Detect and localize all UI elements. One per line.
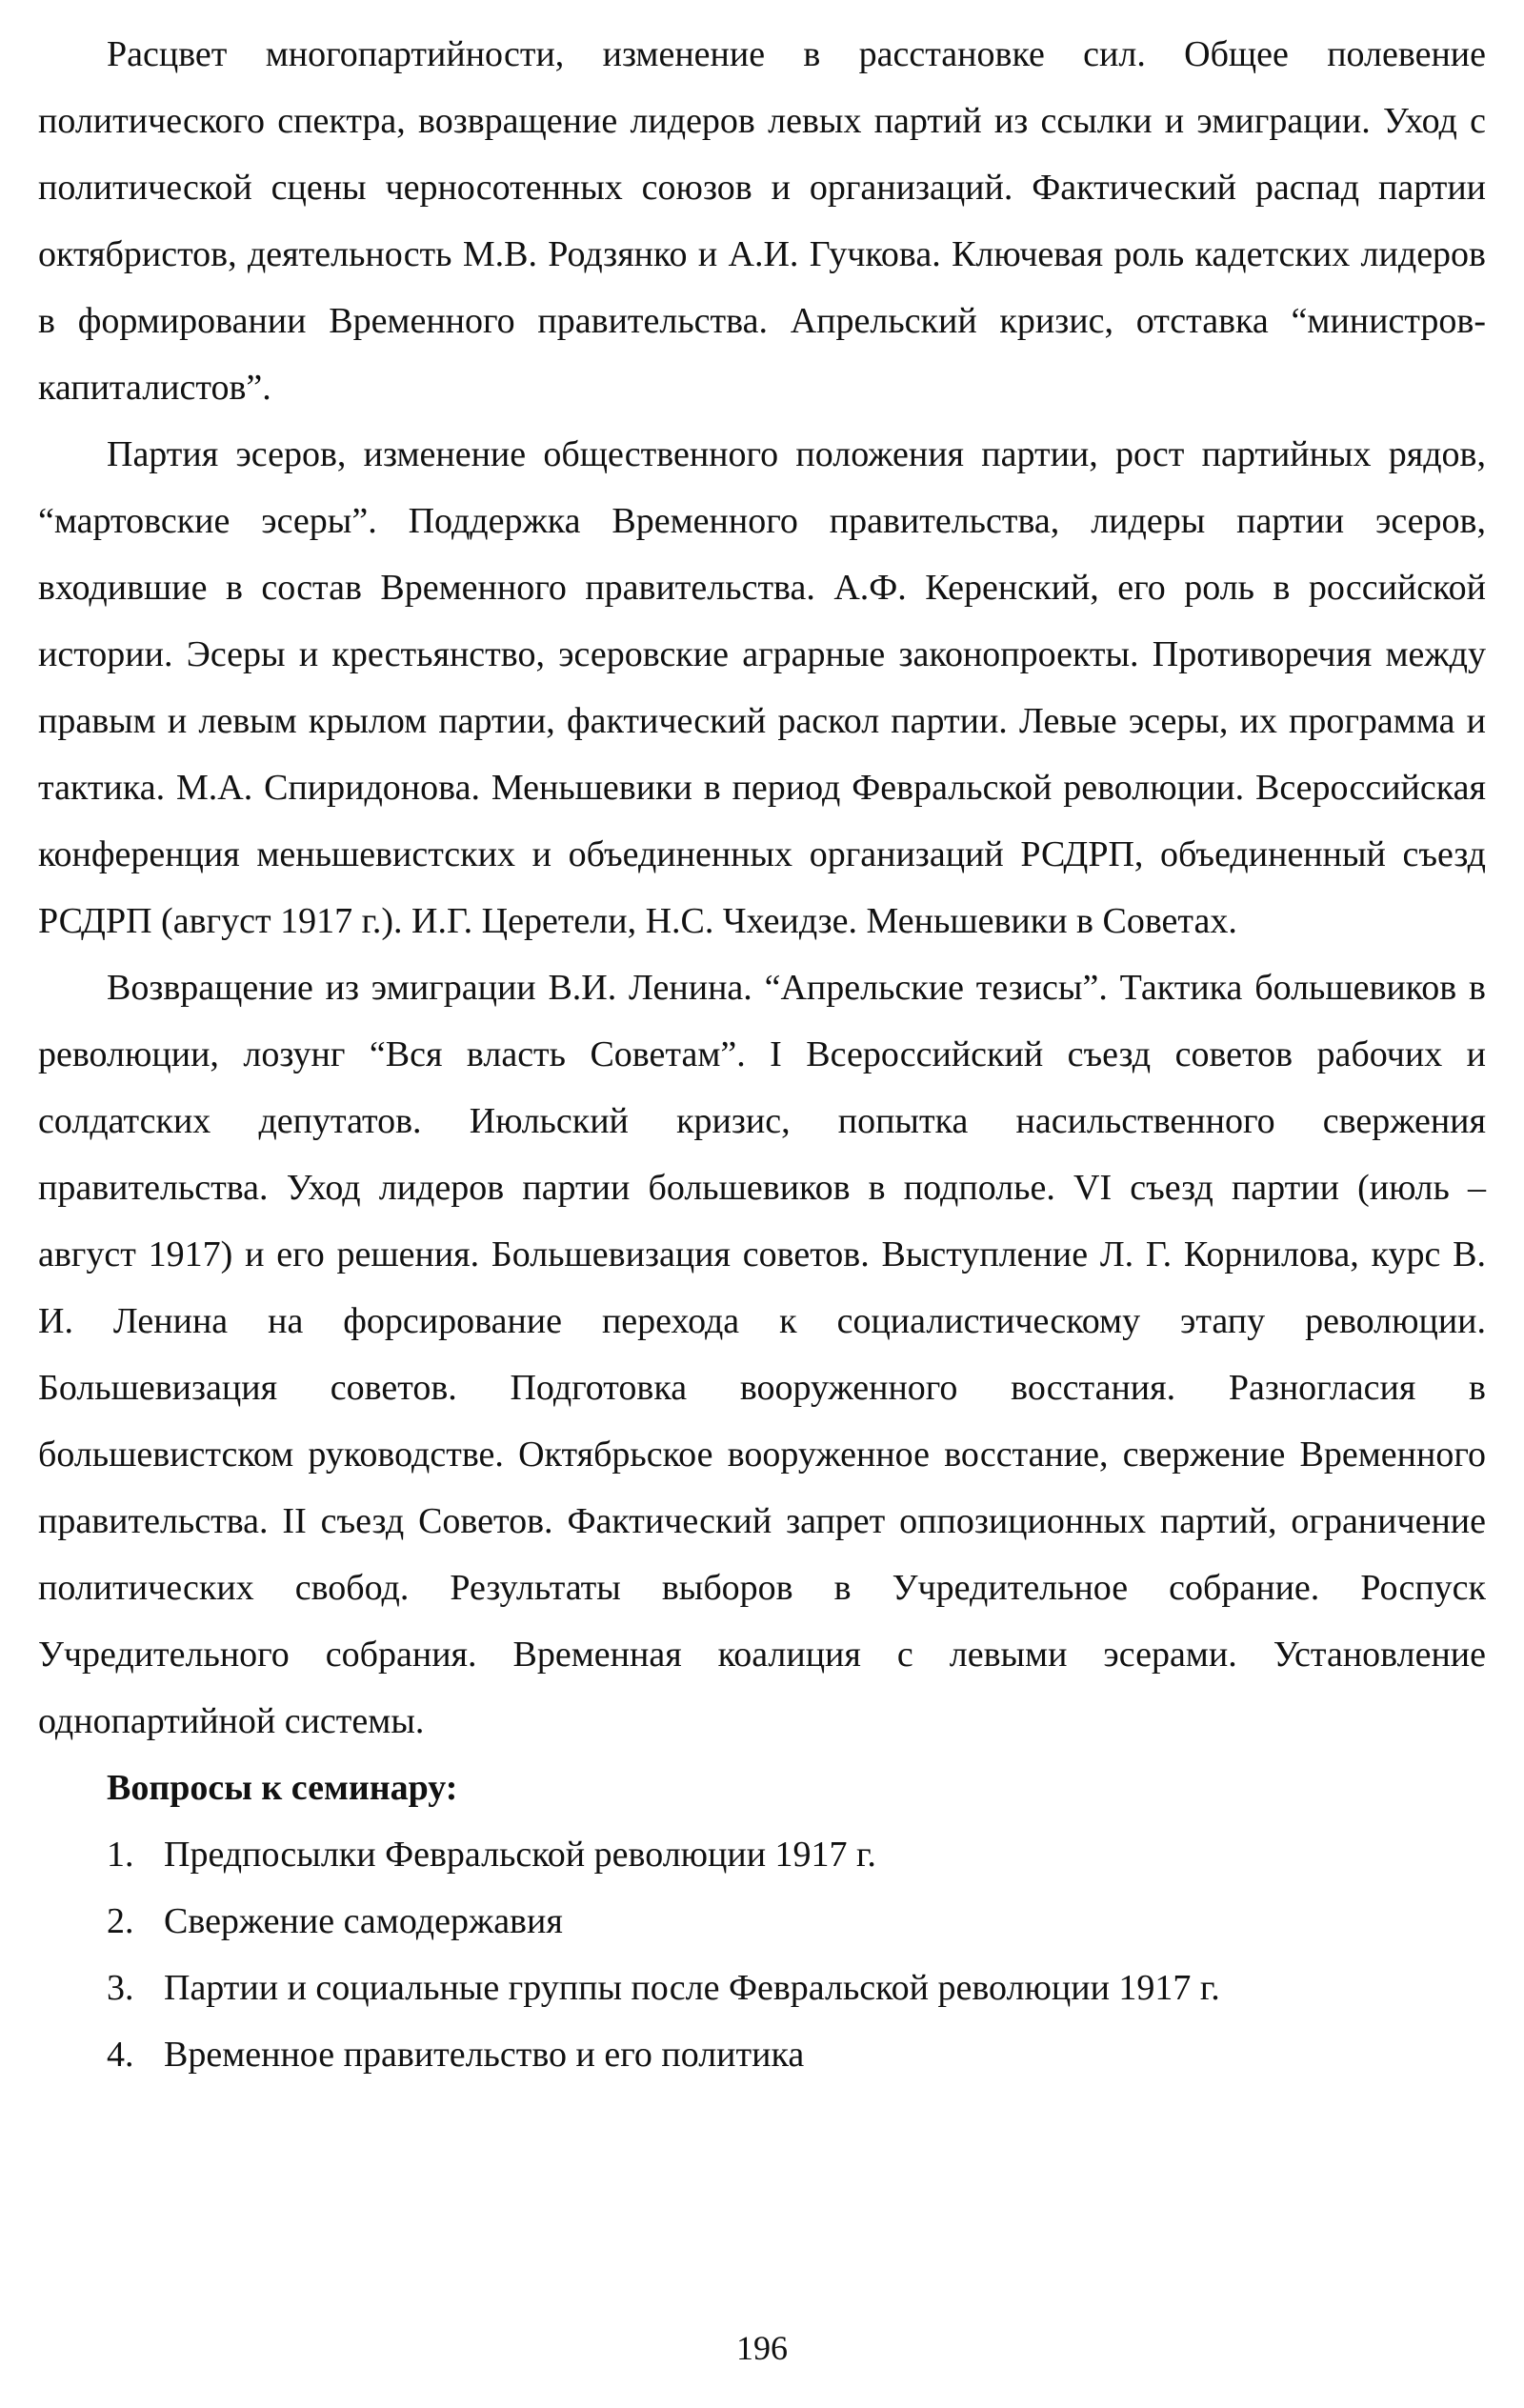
question-number: 3. [107, 1968, 134, 2008]
list-item [38, 1821, 1486, 1888]
list-item [38, 2021, 1486, 2088]
question-number: 2. [107, 1901, 134, 1941]
question-text: Свержение самодержавия [164, 1901, 563, 1941]
list-item [38, 1888, 1486, 1955]
paragraph-bolsheviks: Возвращение из эмиграции В.И. Ленина. “Апрельские тезисы”. Тактика большевиков в революции, лозунг “Вся власть Советам”. I Всероссийский съезд советов рабочих и солдатских депутатов. Июльский кризис, попытка насильственного свержения правительства. Уход лидеров партии большевиков в подполье. VI съезд партии (июль – август 1917) и его решения. Большевизация советов. Выступление Л. Г. Корнилова, курс В. И. Ленина на форсирование перехода к социалистическому этапу революции. Большевизация советов. Подготовка вооруженного восстания. Разногласия в большевистском руководстве. Октябрьское вооруженное восстание, свержение Временного правительства. II съезд Советов. Фактический запрет оппозиционных партий, ограничение политических свобод. Результаты выборов в Учредительное собрание. Роспуск Учредительного собрания. Временная коалиция с левыми эсерами. Установление однопартийной системы. [38, 968, 1486, 1741]
paragraph-multiparty: Расцвет многопартийности, изменение в расстановке сил. Общее полевение политического спектра, возвращение лидеров левых партий из ссылки и эмиграции. Уход с политической сцены черносотенных союзов и организаций. Фактический распад партии октябристов, деятельность М.В. Родзянко и А.И. Гучкова. Ключевая роль кадетских лидеров в формировании Временного правительства. Апрельский кризис, отставка “министров-капиталистов”. [38, 34, 1486, 408]
question-number: 4. [107, 2035, 134, 2075]
question-text: Предпосылки Февральской революции 1917 г. [164, 1835, 876, 1875]
question-text: Партии и социальные группы после Февральской революции 1917 г. [164, 1968, 1220, 2008]
seminar-questions-heading: Вопросы к семинару: [107, 1768, 458, 1808]
list-item [38, 1955, 1486, 2021]
seminar-questions-list [38, 1821, 1486, 2088]
page-number: 196 [736, 2329, 788, 2367]
paragraph-sr-party: Партия эсеров, изменение общественного положения партии, рост партийных рядов, “мартовские эсеры”. Поддержка Временного правительства, лидеры партии эсеров, входившие в состав Временного правительства. А.Ф. Керенский, его роль в российской истории. Эсеры и крестьянство, эсеровские аграрные законопроекты. Противоречия между правым и левым крылом партии, фактический раскол партии. Левые эсеры, их программа и тактика. М.А. Спиридонова. Меньшевики в период Февральской революции. Всероссийская конференция меньшевистских и объединенных организаций РСДРП, объединенный съезд РСДРП (август 1917 г.). И.Г. Церетели, Н.С. Чхеидзе. Меньшевики в Советах. [38, 434, 1486, 941]
question-number: 1. [107, 1835, 134, 1875]
page-content [38, 21, 1486, 2088]
question-text: Временное правительство и его политика [164, 2035, 805, 2075]
